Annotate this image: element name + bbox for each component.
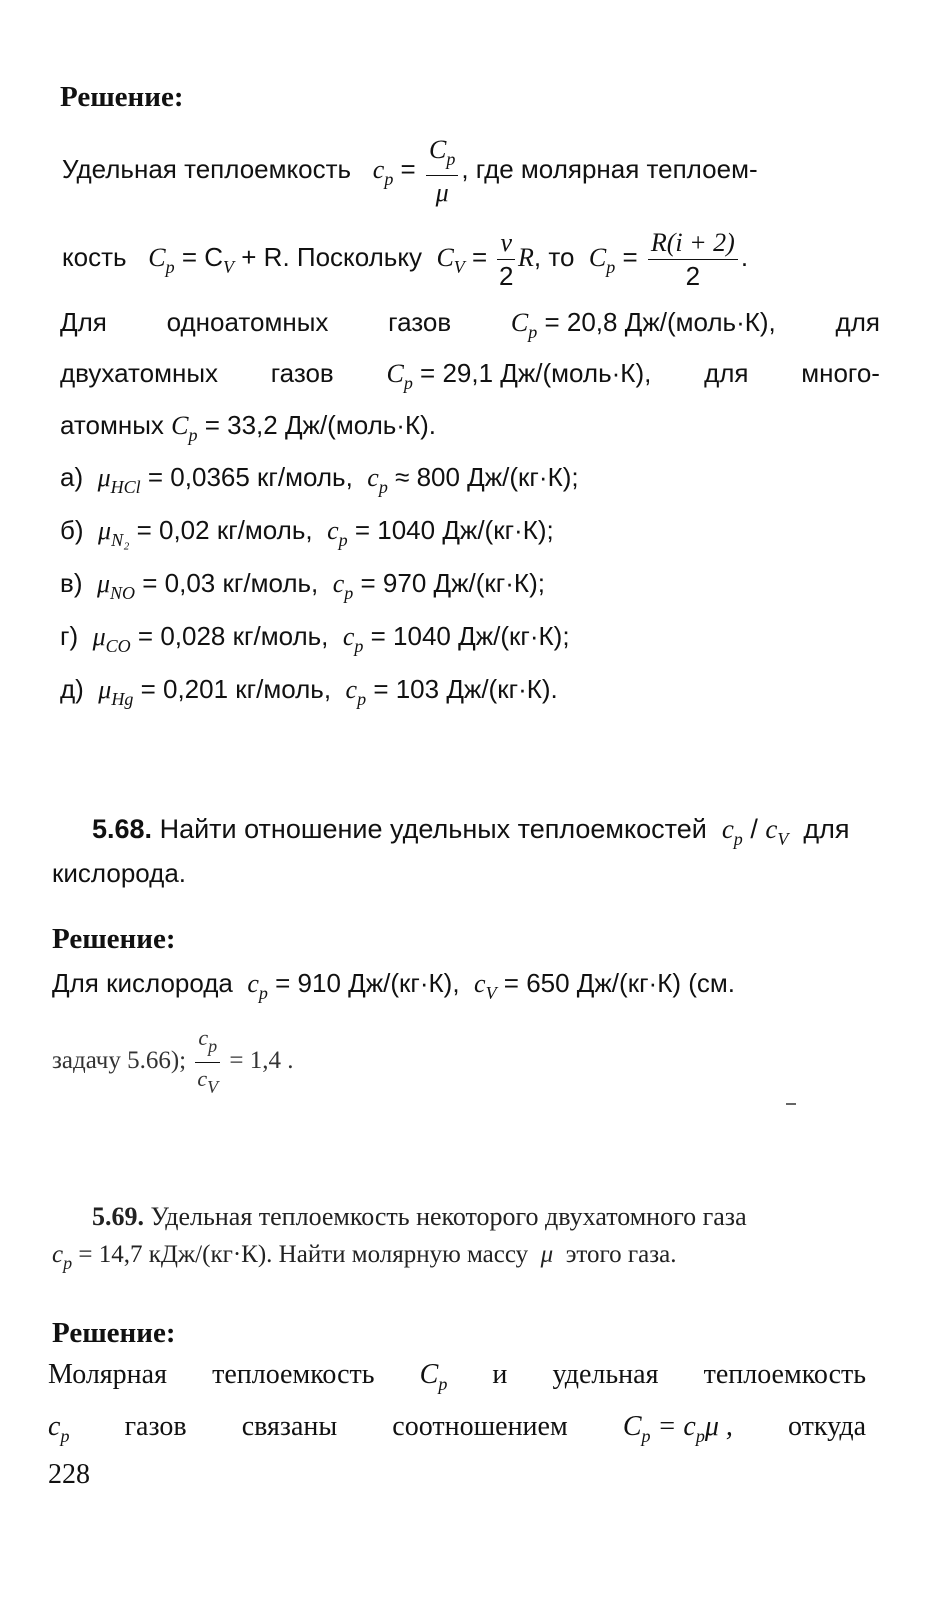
problem-5-69: 5.69. Удельная теплоемкость некоторого двухатомного газа bbox=[92, 1202, 747, 1231]
sol1-line-1: Удельная теплоемкость $c_p$ = $\frac{C_p}{\mu}$ , где молярная теплоем- bbox=[62, 135, 758, 207]
problem-5-68: 5.68. Найти отношение удельных теплоемкостей $c_p / c_V$ для bbox=[92, 814, 850, 849]
problem-5-69-cont: $c_p = 14,7$ кДж/(кг·К). Найти молярную массу μ этого газа. bbox=[52, 1241, 677, 1273]
sol2-line-2: задачу 5.66); $\frac{c_p}{c_V}$ = 1,4 . bbox=[52, 1022, 294, 1103]
sol1-line-4: двухатомных газов $C_p = 29,1$ Дж/(моль·К), для много- bbox=[60, 358, 880, 393]
fraction-cp-mu: $\frac{C_p}{\mu}$ bbox=[426, 133, 458, 209]
gas-item-a: а) $\mu_{HCl} = 0,0365$ кг/моль, $c_p \approx 800$ Дж/(кг·К); bbox=[60, 462, 579, 497]
gas-item-c: в) $\mu_{NO} = 0,03$ кг/моль, $c_p = 970$ Дж/(кг·К); bbox=[60, 568, 545, 603]
sol3-line-1: Молярная теплоемкость $C_p$ и удельная теплоемкость bbox=[48, 1359, 866, 1394]
fraction-r-i-2: $\frac{R(i + 2)}{2}$ bbox=[648, 226, 738, 292]
sol3-line-2: $c_p$ газов связаны соотношением $C_p = c_p\mu$ , откуда bbox=[48, 1411, 866, 1446]
problem-5-68-cont: кислорода. bbox=[52, 858, 187, 888]
sol1-line-3: Для одноатомных газов $C_p = 20,8$ Дж/(моль·К), для bbox=[60, 307, 880, 342]
solution-heading-3: Решение: bbox=[52, 1317, 176, 1349]
gas-item-b: б) $\mu_{N_2} = 0,02$ кг/моль, $c_p = 1040$ Дж/(кг·К); bbox=[60, 515, 554, 550]
solution-heading-1: Решение: bbox=[60, 81, 184, 113]
fraction-cp-cv: $\frac{c_p}{c_V}$ bbox=[195, 1022, 220, 1103]
solution-heading-2: Решение: bbox=[52, 923, 176, 955]
sol1-line-5: атомных $C_p = 33,2$ Дж/(моль·К). bbox=[60, 410, 436, 445]
page-number: 228 bbox=[48, 1459, 90, 1490]
fraction-v-2: $\frac{v}{2}$ bbox=[498, 228, 514, 292]
gas-item-d: г) $\mu_{CO} = 0,028$ кг/моль, $c_p = 1040$ Дж/(кг·К); bbox=[60, 621, 570, 656]
gas-item-e: д) $\mu_{Hg} = 0,201$ кг/моль, $c_p = 103$ Дж/(кг·К). bbox=[60, 674, 558, 709]
stray-mark bbox=[786, 1103, 796, 1105]
sol2-line-1: Для кислорода $c_p = 910$ Дж/(кг·К), $c_V = 650$ Дж/(кг·К) (см. bbox=[52, 968, 735, 1003]
sol1-line-2: кость $C_p = C_V + R$. Поскольку $C_V$ = $\frac{v}{2}$ R, то $C_p$ = $\frac{R(i + 2)}{2}$ . bbox=[62, 228, 749, 292]
